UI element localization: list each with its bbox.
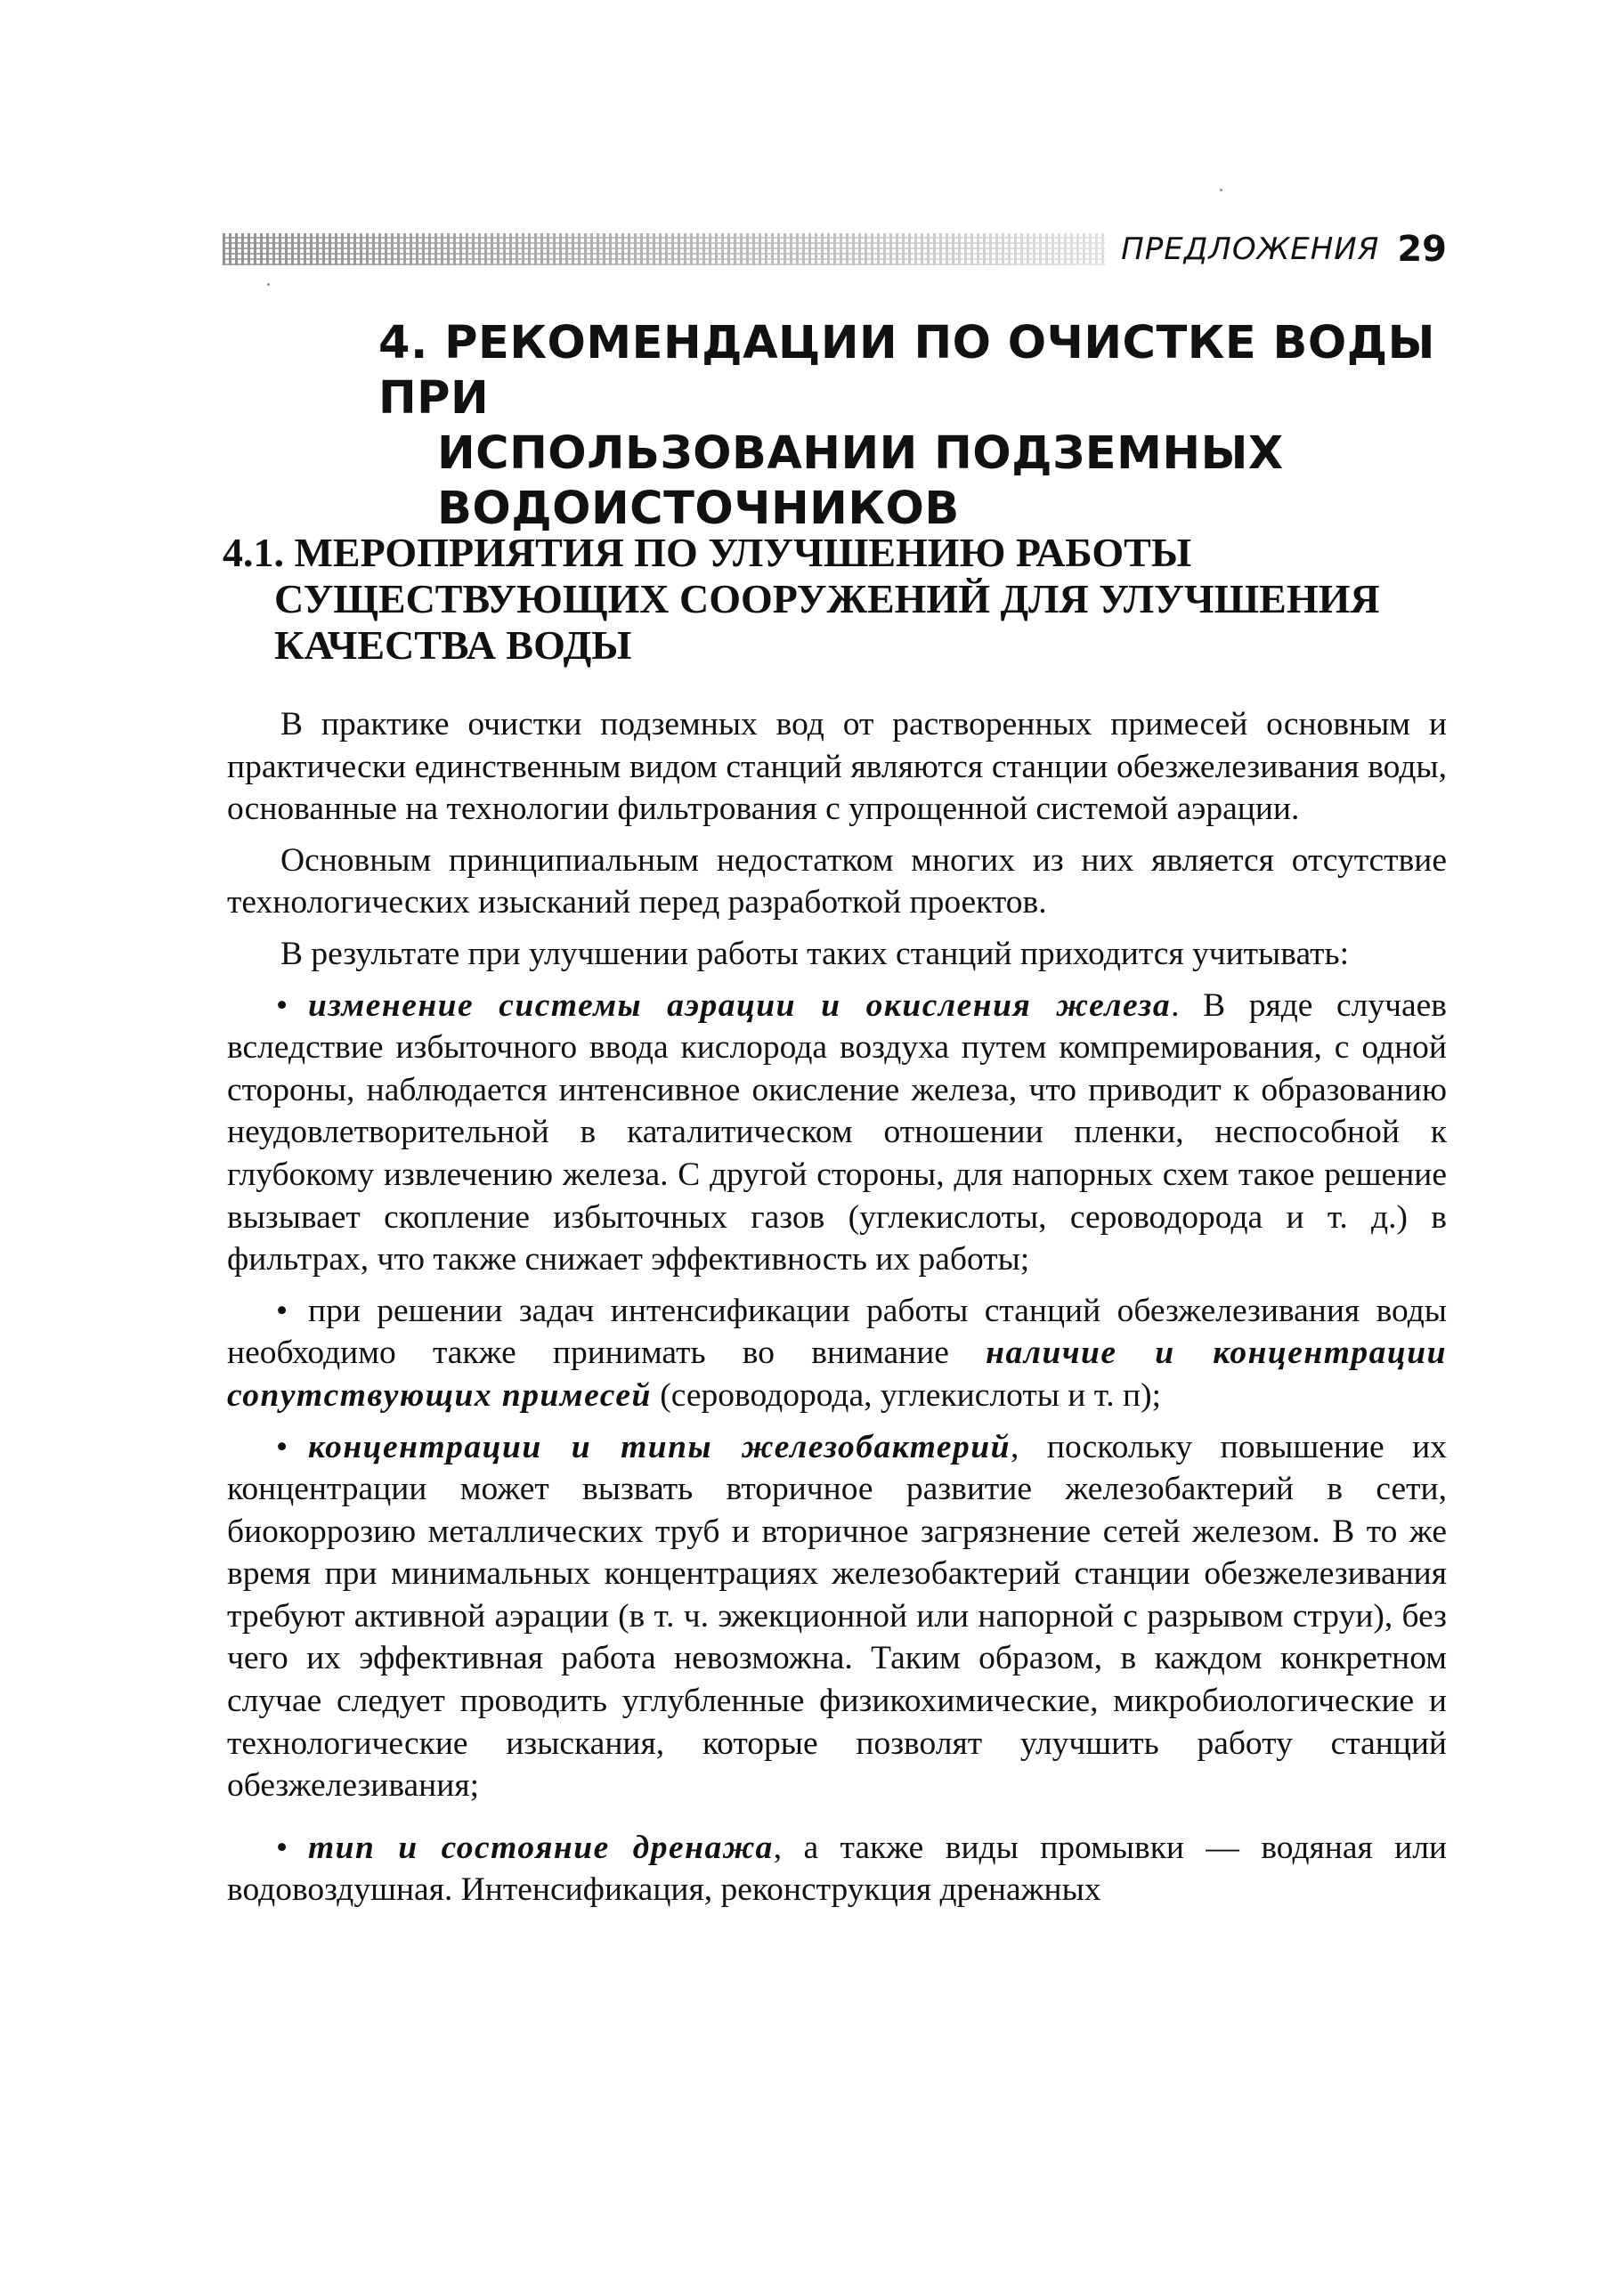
- header-decorative-band: [223, 233, 1105, 265]
- bullet-icon: •: [276, 1428, 288, 1465]
- chapter-title-line-3: ВОДОИСТОЧНИКОВ: [437, 483, 960, 535]
- bullet-icon: •: [276, 1829, 288, 1866]
- section-title-line-1: 4.1. МЕРОПРИЯТИЯ ПО УЛУЧШЕНИЮ РАБОТЫ: [223, 530, 1192, 575]
- bullet-emphasis: тип и состояние дренажа: [308, 1829, 774, 1866]
- bullet-text: , поскольку повышение их концентрации может вызвать вторичное развитие железобактерий в сети, биокоррозию металлических труб и вторичное загрязнение сетей железом. В то же время при минимальных концентрациях железобактерий станции обезжелезивания требуют активной аэрации (в т. ч. эжекционной или напорной с разрывом струи), без чего их эффективная работа невозможна. Таким образом, в каждом конкретном случае следует проводить углубленные физикохимические, микробиологические и технологические изыскания, которые позволят улучшить работу станций обезжелезивания;: [227, 1428, 1448, 1805]
- body-text: [227, 703, 1447, 1920]
- page-number: 29: [1397, 229, 1447, 270]
- chapter-title: [378, 316, 1474, 537]
- bullet-text: . В ряде случаев вследствие избыточного ввода кислорода воздуха путем компремирования, с одной стороны, наблюдается интенсивное окисление железа, что приводит к образованию неудовлетворительной в каталитическом отношении пленки, неспособной к глубокому извлечению железа. С другой стороны, для напорных схем такое решение вызывает скопление избыточных газов (углекислоты, сероводорода и т. д.) в фильтрах, что также снижает эффективность их работы;: [227, 986, 1448, 1278]
- bullet-emphasis: изменение системы аэрации и окисления железа: [308, 986, 1172, 1024]
- paragraph-3: В результате при улучшении работы таких станций приходится учитывать:: [280, 935, 1350, 972]
- section-title: [223, 530, 1451, 669]
- scan-speck: [1220, 189, 1222, 191]
- bullet-icon: •: [276, 986, 288, 1024]
- bullet-emphasis: наличие и концентрации сопутствующих примесей: [227, 1335, 1447, 1414]
- chapter-title-line-1: 4. РЕКОМЕНДАЦИИ ПО ОЧИСТКЕ ВОДЫ ПРИ: [378, 317, 1436, 425]
- bullet-item-aeration: [227, 985, 1447, 1281]
- scan-speck: [267, 283, 270, 286]
- paragraph-2: Основным принципиальным недостатком многих из них является отсутствие технологических изысканий перед разработкой проектов.: [227, 841, 1447, 921]
- bullet-item-iron-bacteria: [227, 1426, 1447, 1807]
- bullet-text: , а также виды промывки — водяная или водовоздушная. Интенсификация, реконструкция дренажных: [227, 1829, 1448, 1909]
- section-title-line-3: КАЧЕСТВА ВОДЫ: [274, 622, 632, 668]
- bullet-emphasis: концентрации и типы железобактерий: [308, 1428, 1011, 1465]
- running-header: [223, 223, 1447, 276]
- bullet-item-drainage: [227, 1827, 1447, 1911]
- bullet-text: при решении задач интенсификации работы станций обезжелезивания воды необходимо также принимать во внимание: [227, 1292, 1447, 1372]
- header-section-label: ПРЕДЛОЖЕНИЯ: [1121, 231, 1380, 267]
- bullet-text-tail: (сероводорода, углекислоты и т. п);: [651, 1376, 1162, 1414]
- bullet-item-impurities: [227, 1290, 1447, 1417]
- section-title-line-2: СУЩЕСТВУЮЩИХ СООРУЖЕНИЙ ДЛЯ УЛУЧШЕНИЯ: [274, 576, 1380, 621]
- chapter-title-line-2: ИСПОЛЬЗОВАНИИ ПОДЗЕМНЫХ: [437, 427, 1284, 480]
- paragraph-1: В практике очистки подземных вод от растворенных примесей основным и практически единственным видом станций являются станции обезжелезивания воды, основанные на технологии фильтрования с упрощенной системой аэрации.: [227, 706, 1447, 828]
- bullet-icon: •: [276, 1292, 288, 1329]
